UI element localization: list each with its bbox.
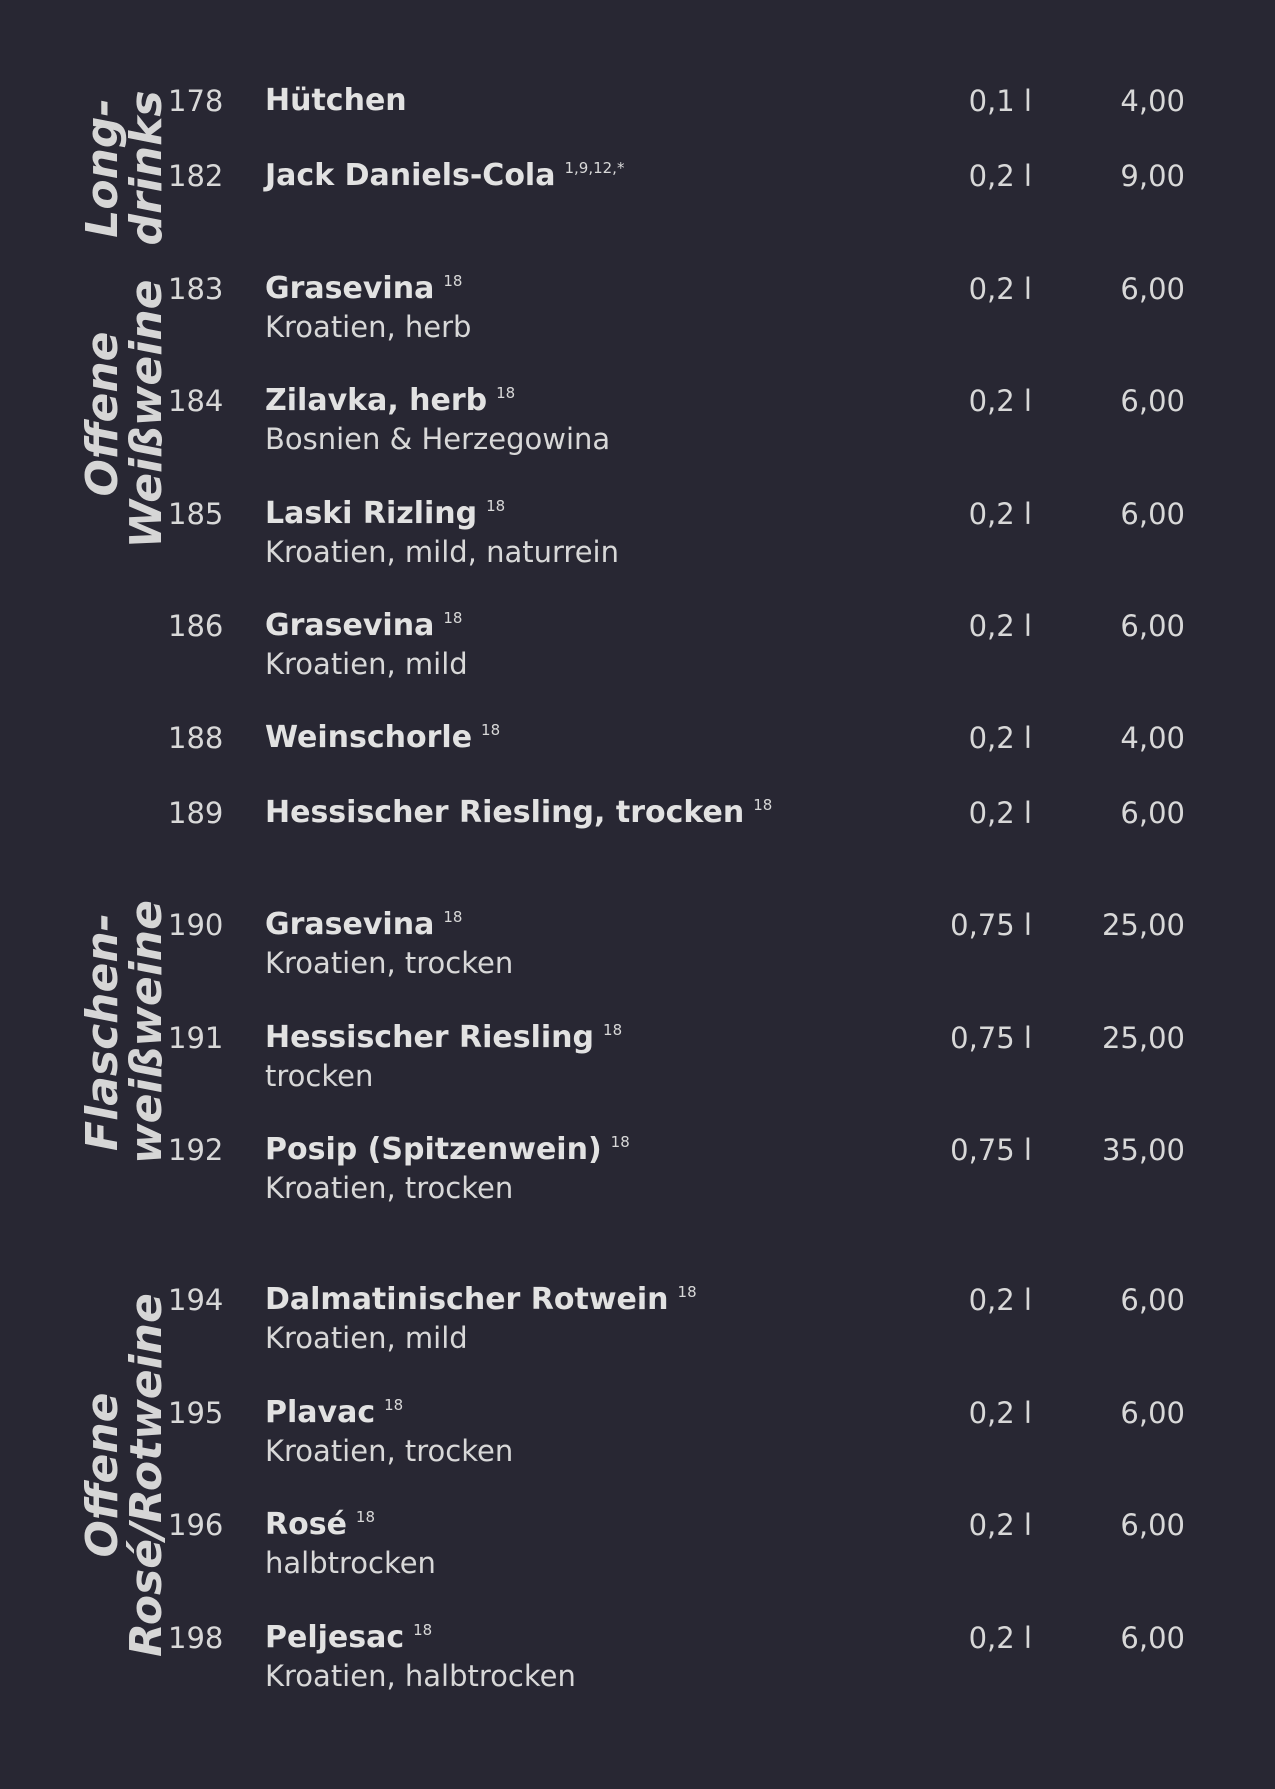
- item-footnote: 18: [677, 1283, 697, 1301]
- item-number: 184: [168, 384, 224, 418]
- item-price: 6,00: [1120, 609, 1185, 643]
- item-number: 186: [168, 609, 224, 643]
- item-name: [265, 82, 416, 124]
- item-volume: 0,2 l: [968, 159, 1032, 193]
- item-description: Kroatien, mild: [265, 1321, 468, 1355]
- item-number: 190: [168, 908, 224, 942]
- item-footnote: 1,9,12,*: [564, 159, 625, 177]
- item-number: 189: [168, 796, 224, 830]
- item-price: 9,00: [1120, 159, 1185, 193]
- item-volume: 0,2 l: [968, 721, 1032, 755]
- item-name: [265, 270, 462, 312]
- item-price: 6,00: [1120, 796, 1185, 830]
- item-name-text: Hessischer Riesling, trocken: [265, 795, 745, 830]
- menu-item: [0, 906, 1275, 986]
- item-name-text: Grasevina: [265, 271, 435, 306]
- menu-item: [0, 1394, 1275, 1474]
- item-name: [265, 1506, 375, 1548]
- item-name: [265, 495, 505, 537]
- item-name: [265, 607, 462, 649]
- item-footnote: 18: [481, 721, 501, 739]
- item-footnote: 18: [753, 796, 773, 814]
- item-number: 198: [168, 1621, 224, 1655]
- item-name-text: Hessischer Riesling: [265, 1020, 595, 1055]
- item-volume: 0,2 l: [968, 1508, 1032, 1542]
- item-name: [265, 1394, 403, 1436]
- item-number: 191: [168, 1021, 224, 1055]
- menu-item: [0, 270, 1275, 350]
- item-volume: 0,2 l: [968, 796, 1032, 830]
- item-name-text: Rosé: [265, 1507, 347, 1542]
- item-name: [265, 1131, 630, 1173]
- item-price: 4,00: [1120, 84, 1185, 118]
- item-description: Kroatien, halbtrocken: [265, 1659, 576, 1693]
- item-number: 196: [168, 1508, 224, 1542]
- item-number: 194: [168, 1283, 224, 1317]
- item-name-text: Hütchen: [265, 83, 407, 118]
- item-name-text: Dalmatinischer Rotwein: [265, 1282, 669, 1317]
- section-label-line: Offene: [77, 331, 128, 497]
- item-name-text: Laski Rizling: [265, 496, 478, 531]
- menu-item: [0, 1019, 1275, 1099]
- item-price: 6,00: [1120, 1283, 1185, 1317]
- item-footnote: 18: [413, 1621, 433, 1639]
- item-price: 6,00: [1120, 272, 1185, 306]
- item-description: Kroatien, mild, naturrein: [265, 535, 619, 569]
- menu-item: [0, 157, 1275, 237]
- item-name-text: Zilavka, herb: [265, 383, 488, 418]
- item-price: 35,00: [1101, 1133, 1185, 1167]
- item-name-text: Plavac: [265, 1395, 376, 1430]
- item-volume: 0,2 l: [968, 384, 1032, 418]
- item-footnote: 18: [610, 1133, 630, 1151]
- menu-item: [0, 495, 1275, 575]
- section-label-line: drinks: [121, 90, 172, 246]
- item-volume: 0,75 l: [950, 1133, 1032, 1167]
- item-number: 185: [168, 497, 224, 531]
- item-name-text: Grasevina: [265, 907, 435, 942]
- item-volume: 0,75 l: [950, 908, 1032, 942]
- item-description: Kroatien, trocken: [265, 1171, 514, 1205]
- item-name: [265, 1019, 622, 1061]
- item-name: [265, 382, 515, 424]
- item-name-text: Jack Daniels-Cola: [265, 158, 556, 193]
- item-volume: 0,2 l: [968, 1621, 1032, 1655]
- item-description: trocken: [265, 1059, 374, 1093]
- item-price: 25,00: [1101, 908, 1185, 942]
- item-number: 183: [168, 272, 224, 306]
- item-description: Bosnien & Herzegowina: [265, 422, 611, 456]
- item-name-text: Posip (Spitzenwein): [265, 1132, 602, 1167]
- item-volume: 0,75 l: [950, 1021, 1032, 1055]
- item-name: [265, 157, 624, 199]
- menu-item: [0, 794, 1275, 874]
- section-label-line: Flaschen-: [77, 913, 128, 1151]
- item-price: 6,00: [1120, 384, 1185, 418]
- item-price: 25,00: [1101, 1021, 1185, 1055]
- menu-item: [0, 82, 1275, 162]
- item-number: 182: [168, 159, 224, 193]
- item-name: [265, 906, 462, 948]
- item-footnote: 18: [355, 1508, 376, 1526]
- item-name-text: Grasevina: [265, 608, 435, 643]
- item-footnote: 18: [486, 497, 506, 515]
- item-name-text: Weinschorle: [265, 720, 473, 755]
- item-name: [265, 1619, 432, 1661]
- item-price: 6,00: [1120, 1621, 1185, 1655]
- menu-item: [0, 1281, 1275, 1361]
- item-price: 6,00: [1120, 1508, 1185, 1542]
- item-price: 6,00: [1120, 1396, 1185, 1430]
- item-volume: 0,1 l: [968, 84, 1032, 118]
- item-number: 192: [168, 1133, 224, 1167]
- item-volume: 0,2 l: [968, 497, 1032, 531]
- menu-item: [0, 607, 1275, 687]
- item-volume: 0,2 l: [968, 1396, 1032, 1430]
- item-name-text: Peljesac: [265, 1620, 405, 1655]
- item-price: 6,00: [1120, 497, 1185, 531]
- item-volume: 0,2 l: [968, 609, 1032, 643]
- item-description: Kroatien, mild: [265, 647, 468, 681]
- menu-item: [0, 1131, 1275, 1211]
- item-name: [265, 719, 500, 761]
- section-label-line: Long-: [77, 98, 128, 238]
- item-description: halbtrocken: [265, 1546, 436, 1580]
- menu-item: [0, 382, 1275, 462]
- item-number: 195: [168, 1396, 224, 1430]
- item-name: [265, 794, 772, 836]
- item-volume: 0,2 l: [968, 272, 1032, 306]
- menu-item: [0, 719, 1275, 799]
- menu-item: [0, 1619, 1275, 1699]
- section-label-line: weißweine: [121, 900, 172, 1164]
- item-footnote: 18: [443, 272, 463, 290]
- item-price: 4,00: [1120, 721, 1185, 755]
- item-footnote: 18: [603, 1021, 623, 1039]
- item-name: [265, 1281, 697, 1323]
- menu-item: [0, 1506, 1275, 1586]
- section-label-line: Rosé/Rotweine: [121, 1293, 172, 1657]
- item-footnote: 18: [496, 384, 516, 402]
- item-footnote: 18: [384, 1396, 404, 1414]
- item-description: Kroatien, herb: [265, 310, 472, 344]
- section-label-line: Offene: [77, 1392, 128, 1558]
- item-number: 188: [168, 721, 224, 755]
- section-label-line: Weißweine: [121, 279, 172, 549]
- item-volume: 0,2 l: [968, 1283, 1032, 1317]
- item-footnote: 18: [443, 908, 463, 926]
- item-footnote: 18: [443, 609, 463, 627]
- item-description: Kroatien, trocken: [265, 1434, 514, 1468]
- item-description: Kroatien, trocken: [265, 946, 514, 980]
- item-number: 178: [168, 84, 224, 118]
